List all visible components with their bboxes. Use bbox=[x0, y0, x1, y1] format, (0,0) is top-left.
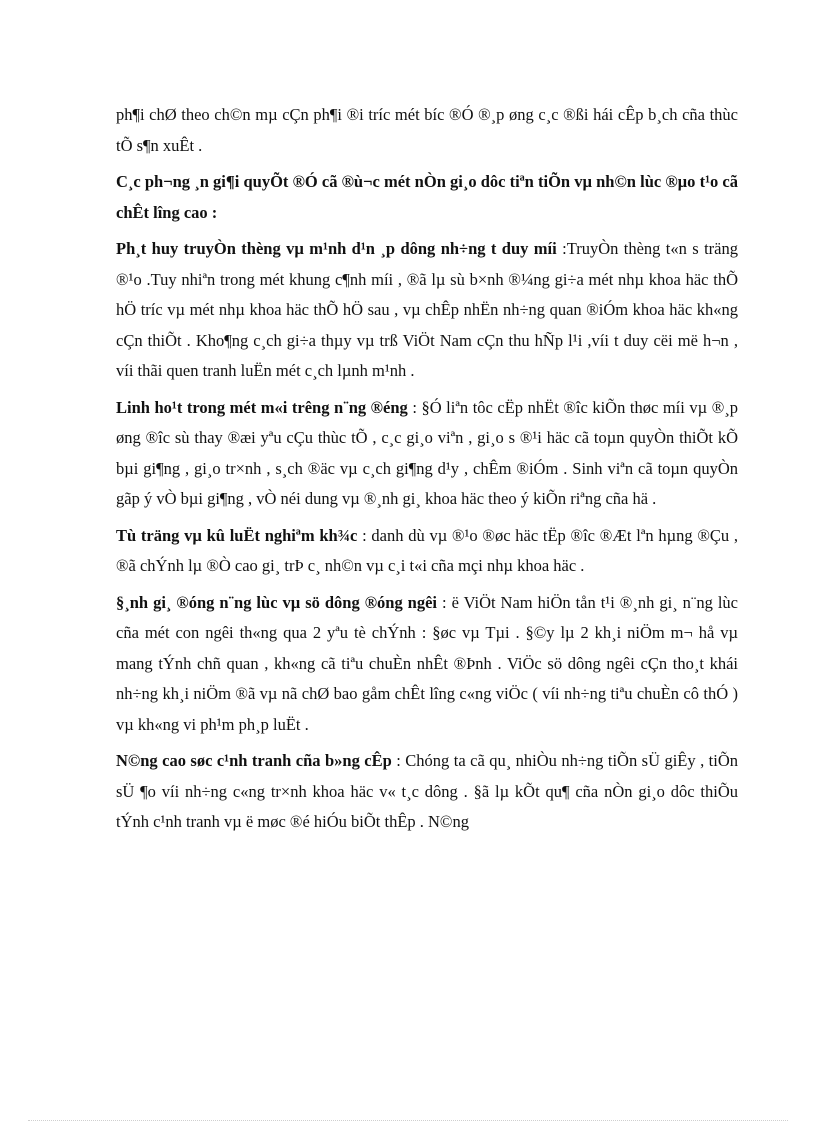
page-bottom-divider bbox=[28, 1120, 788, 1121]
paragraph-evaluation bbox=[116, 588, 738, 741]
paragraph-text: : §Ó liªn tôc cËp nhËt ®îc kiÕn thøc míi vµ ®¸p øng ®îc sù thay ®æi yªu cÇu thùc tÕ , c¸c gi¸o viªn , gi¸o s ®¹i häc cã toµn quyÒn thiÕt kÕ bµi gi¶ng , gi¸o tr×nh , s¸ch ®äc vµ c¸ch gi¶ng d¹y , chÊm ®iÓm . Sinh viªn cã toµn quyÒn gãp ý vÒ bµi gi¶ng , vÒ néi dung vµ ®¸nh gi¸ khoa häc theo ý kiÕn riªng cña hä . bbox=[116, 397, 738, 508]
paragraph-lead: Tù träng vµ kû luËt nghiªm kh¾c bbox=[116, 525, 358, 545]
paragraph-lead: §¸nh gi¸ ®óng n¨ng lùc vµ sö dông ®óng ngêi bbox=[116, 592, 438, 612]
paragraph-competitiveness bbox=[116, 746, 738, 838]
paragraph-lead: Linh ho¹t trong mét m«i trêng n¨ng ®éng bbox=[116, 397, 408, 417]
paragraph-text: ph¶i chØ theo ch©n mµ cÇn ph¶i ®i tríc mét bíc ®Ó ®¸p øng c¸c ®ßi hái cÊp b¸ch cña thùc tÕ s¶n xuÊt . bbox=[116, 105, 738, 155]
paragraph-text: : ë ViÖt Nam hiÖn tån t¹i ®¸nh gi¸ n¨ng lùc cña mét con ngêi th«ng qua 2 yªu tè chÝnh : §øc vµ Tµi . §©y lµ 2 kh¸i niÖm m¬ hå vµ mang tÝnh chñ quan , kh«ng cã tiªu chuÈn nhÊt ®Þnh . ViÖc sö dông ngêi cÇn tho¸t khái nh÷ng kh¸i niÖm ®ã vµ nã chØ bao gåm chÊt lîng c«ng viÖc ( víi nh÷ng tiªu chuÈn cô thÓ ) vµ kh«ng vi ph¹m ph¸p luËt . bbox=[116, 592, 739, 734]
paragraph-tradition bbox=[116, 234, 738, 387]
paragraph-discipline bbox=[116, 521, 738, 582]
paragraph-text: : Chóng ta cã qu¸ nhiÒu nh÷ng tiÕn sÜ giÊy , tiÕn sÜ ¶o víi nh÷ng c«ng tr×nh khoa häc v« t¸c dông . §ã lµ kÕt qu¶ cña nÒn gi¸o dôc thiÕu tÝnh c¹nh tranh vµ ë møc ®é hiÓu biÕt thÊp . N©ng bbox=[116, 751, 738, 831]
section-heading: C¸c ph¬ng ¸n gi¶i quyÕt ®Ó cã ®ù¬c mét nÒn gi¸o dôc tiªn tiÕn vµ nh©n lùc ®µo t¹o cã chÊt lîng cao : bbox=[116, 172, 738, 222]
paragraph-continuation bbox=[116, 100, 738, 161]
document-body bbox=[116, 100, 738, 844]
paragraph-flexibility bbox=[116, 393, 738, 515]
paragraph-lead: N©ng cao søc c¹nh tranh cña b»ng cÊp bbox=[116, 751, 392, 770]
paragraph-text: : danh dù vµ ®¹o ®øc häc tËp ®îc ®Æt lªn hµng ®Çu , ®ã chÝnh lµ ®Ò cao gi¸ trÞ c¸ nh©n vµ c¸i t«i cña mçi nhµ khoa häc . bbox=[116, 525, 738, 575]
paragraph-text: :TruyÒn thèng t«n s träng ®¹o .Tuy nhiªn trong mét khung c¶nh míi , ®ã lµ sù b×nh ®¼ng gi÷a mét nhµ khoa häc thÕ hÖ tríc vµ mét nhµ khoa häc thÕ hÖ sau , vµ chÊp nhËn nh÷ng quan ®iÓm khoa häc kh«ng cÇn thiÕt . Kho¶ng c¸ch gi÷a thµy vµ trß ViÖt Nam cÇn thu hÑp l¹i ,víi t duy cëi më h¬n , víi thãi quen tranh luËn mét c¸ch lµnh m¹nh . bbox=[116, 239, 738, 380]
paragraph-solutions-heading bbox=[116, 167, 738, 228]
paragraph-lead: Ph¸t huy truyÒn thèng vµ m¹nh d¹n ¸p dông nh÷ng t duy míi bbox=[116, 239, 557, 258]
